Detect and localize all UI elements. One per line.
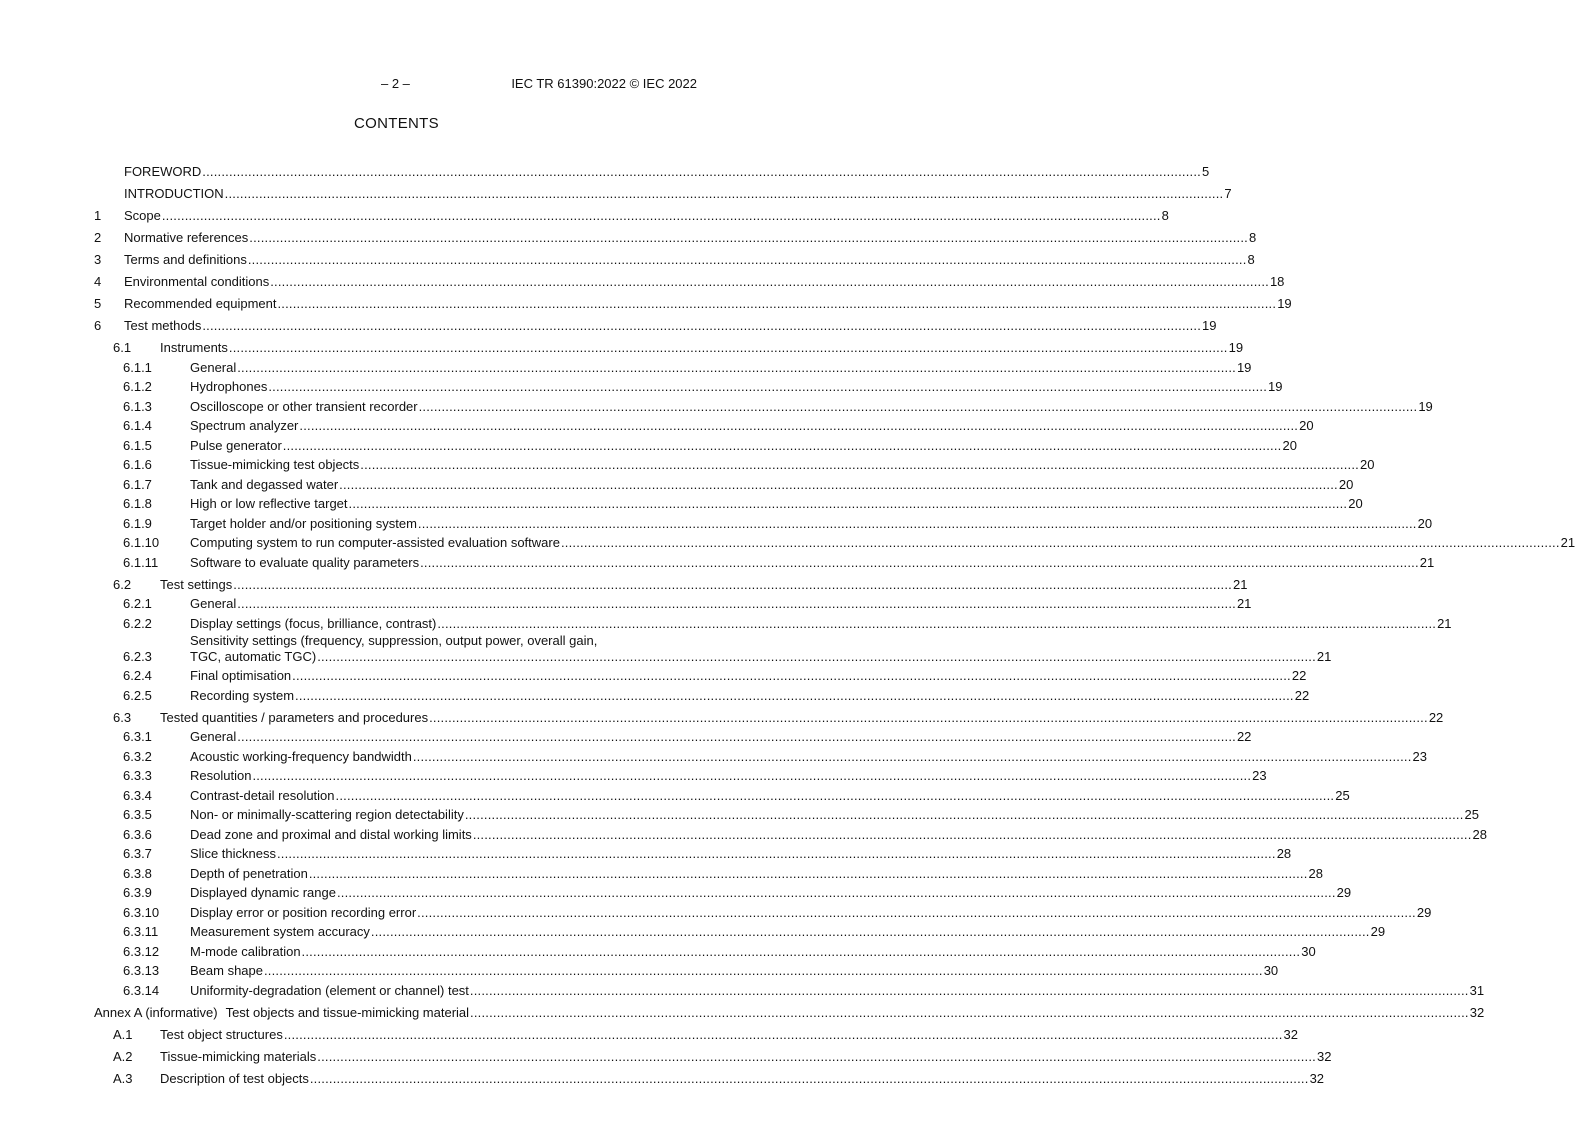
toc-entry[interactable]: [94, 999, 1485, 1021]
toc-entry[interactable]: [94, 823, 1487, 843]
toc-entry-label: Oscilloscope or other transient recorder: [190, 398, 418, 414]
dot-leader: [418, 516, 1417, 532]
dot-leader: [470, 983, 1469, 999]
toc-entry-page: 32: [1283, 1026, 1298, 1042]
toc-entry-number: Annex A (informative): [94, 1004, 218, 1020]
toc-entry-page: 19: [1418, 398, 1433, 414]
toc-entry-page: 8: [1161, 208, 1169, 223]
toc-entry-number: 6.2.4: [123, 668, 152, 683]
dot-leader: [419, 399, 1418, 415]
toc-entry-label: Measurement system accuracy: [190, 924, 370, 939]
dot-leader: [473, 827, 1472, 843]
toc-entry-page: 8: [1247, 252, 1255, 267]
toc-entry-number: 6.3.7: [123, 846, 152, 861]
toc-entry-label: Tissue-mimicking test objects: [190, 457, 360, 472]
toc-entry-label: Recording system: [190, 687, 295, 703]
toc-entry-page: 7: [1224, 186, 1232, 201]
toc-entry-page: 32: [1309, 1070, 1325, 1086]
toc-entry-page: 19: [1236, 359, 1252, 375]
toc-entry-page: 20: [1299, 418, 1314, 433]
toc-entry-number: 6.3.4: [123, 787, 152, 803]
toc-entry-number: 6.3.1: [123, 729, 152, 744]
toc-entry[interactable]: [94, 843, 1292, 863]
toc-entry-page: 22: [1294, 687, 1310, 703]
toc-entry-number: 6.3.6: [123, 826, 152, 842]
dot-leader: [229, 340, 1228, 356]
toc-entry-number: 6.2.5: [123, 687, 152, 703]
toc-entry-page: 25: [1335, 787, 1350, 803]
toc-entry-label: Resolution: [190, 768, 252, 783]
table-of-contents: [94, 158, 1575, 1087]
dot-leader: [162, 208, 1161, 224]
toc-entry-page: 20: [1338, 476, 1354, 492]
dot-leader: [284, 1027, 1283, 1043]
toc-entry-label: High or low reflective target: [190, 496, 348, 511]
dot-leader: [310, 1071, 1309, 1087]
toc-entry-label: General: [190, 729, 237, 744]
toc-entry-number: 6.3.9: [123, 885, 152, 900]
toc-entry-page: 22: [1428, 709, 1444, 725]
toc-entry-page: 19: [1277, 296, 1292, 311]
toc-entry-label: Environmental conditions: [124, 274, 270, 289]
toc-entry-page: 21: [1232, 576, 1248, 592]
toc-entry-page: 18: [1269, 274, 1285, 289]
dot-leader: [349, 496, 1348, 512]
toc-entry[interactable]: [94, 493, 1363, 513]
toc-entry-number: 3: [94, 252, 102, 267]
toc-entry-page: 22: [1236, 729, 1252, 744]
toc-entry-label: M-mode calibration: [190, 943, 301, 959]
toc-entry-page: 8: [1248, 230, 1257, 245]
toc-entry-label: Computing system to run computer-assisted evaluation software: [190, 535, 560, 550]
toc-entry-page: 29: [1416, 904, 1432, 920]
toc-entry[interactable]: [94, 940, 1316, 960]
dot-leader: [465, 807, 1464, 823]
toc-entry-page: 21: [1437, 615, 1452, 631]
toc-entry[interactable]: [94, 512, 1433, 532]
dot-leader: [237, 596, 1236, 612]
toc-entry-label: Test methods: [124, 318, 202, 333]
toc-entry-page: 23: [1412, 748, 1428, 764]
toc-entry-page: 21: [1419, 554, 1435, 570]
toc-entry-label: Terms and definitions: [124, 252, 247, 267]
toc-entry-label-continued: TGC, automatic TGC): [190, 648, 317, 664]
toc-entry-label: Depth of penetration: [190, 865, 308, 881]
toc-entry[interactable]: [94, 765, 1267, 785]
dot-leader: [249, 230, 1248, 246]
toc-entry-label: Beam shape: [190, 963, 263, 978]
toc-entry-number: 5: [94, 296, 102, 311]
toc-entry[interactable]: [94, 1021, 1298, 1043]
dot-leader: [437, 616, 1436, 632]
toc-entry[interactable]: [94, 180, 1232, 202]
toc-entry[interactable]: [94, 1065, 1325, 1087]
toc-entry-number: 6.2.1: [123, 596, 152, 611]
toc-entry-label: Sensitivity settings (frequency, suppression, output power, overall gain,: [190, 632, 598, 648]
toc-entry-number: 6: [94, 318, 102, 333]
toc-entry-label: Pulse generator: [190, 437, 282, 453]
toc-entry-number: A.3: [113, 1070, 133, 1086]
dot-leader: [295, 688, 1294, 704]
toc-entry-number: 6.2.2: [123, 615, 152, 631]
toc-entry-label: Test object structures: [160, 1026, 283, 1042]
toc-entry-label: Description of test objects: [160, 1070, 309, 1086]
toc-entry-page: 29: [1370, 924, 1386, 939]
toc-entry-number: 6.3.2: [123, 748, 152, 764]
toc-entry-number: 1: [94, 208, 102, 223]
toc-entry-number: 6.1.7: [123, 476, 152, 492]
toc-entry[interactable]: [94, 395, 1433, 415]
toc-entry-page: 19: [1228, 340, 1244, 355]
dot-leader: [371, 924, 1370, 940]
toc-entry-number: 6.1.3: [123, 398, 152, 414]
dot-leader: [248, 252, 1247, 268]
toc-entry-page: 31: [1469, 982, 1485, 998]
toc-entry-page: 32: [1469, 1004, 1485, 1020]
toc-entry[interactable]: [94, 632, 1332, 665]
dot-leader: [277, 296, 1276, 312]
toc-entry-number: 6.2: [113, 576, 132, 592]
toc-entry[interactable]: [94, 1043, 1332, 1065]
toc-entry[interactable]: [94, 356, 1252, 376]
toc-entry[interactable]: [94, 882, 1352, 902]
toc-entry-label: FOREWORD: [124, 164, 202, 179]
dot-leader: [299, 418, 1298, 434]
toc-entry-label: Tissue-mimicking materials: [160, 1048, 317, 1064]
dot-leader: [413, 749, 1412, 765]
toc-entry-label: Tested quantities / parameters and procedures: [160, 709, 429, 725]
dot-leader: [202, 318, 1201, 334]
toc-entry-label: Contrast-detail resolution: [190, 787, 335, 803]
dot-leader: [277, 846, 1276, 862]
toc-entry-page: 22: [1291, 668, 1307, 683]
toc-entry-label: Instruments: [160, 340, 228, 355]
toc-entry[interactable]: [94, 921, 1386, 941]
toc-entry[interactable]: [94, 224, 1257, 246]
toc-entry[interactable]: [94, 784, 1350, 804]
dot-leader: [429, 710, 1428, 726]
toc-entry-label: Non- or minimally-scattering region detectability: [190, 807, 464, 822]
toc-entry-label: Acoustic working-frequency bandwidth: [190, 748, 412, 764]
page-number: – 2 –: [381, 76, 410, 91]
toc-entry-page: 23: [1252, 768, 1267, 783]
toc-entry[interactable]: [94, 551, 1435, 571]
toc-entry-number: 6.1.6: [123, 457, 152, 472]
toc-entry-number: 6.3.14: [123, 982, 160, 998]
toc-entry-label: Dead zone and proximal and distal working limits: [190, 826, 472, 842]
toc-entry[interactable]: [94, 532, 1575, 552]
toc-entry-number: 6.3.10: [123, 904, 160, 920]
dot-leader: [336, 788, 1335, 804]
dot-leader: [317, 1049, 1316, 1065]
dot-leader: [337, 885, 1336, 901]
dot-leader: [264, 963, 1263, 979]
toc-entry-number: 6.3.12: [123, 943, 160, 959]
toc-entry-page: 20: [1348, 496, 1363, 511]
toc-entry[interactable]: [94, 901, 1432, 921]
toc-entry[interactable]: [94, 434, 1297, 454]
toc-entry-label: Test objects and tissue-mimicking material: [225, 1004, 470, 1020]
toc-entry[interactable]: [94, 979, 1485, 999]
toc-entry-page: 21: [1236, 596, 1252, 611]
dot-leader: [225, 186, 1224, 202]
toc-entry-page: 19: [1202, 318, 1217, 333]
toc-entry-label: Hydrophones: [190, 379, 268, 394]
dot-leader: [252, 768, 1251, 784]
toc-entry-label: Tank and degassed water: [190, 476, 339, 492]
dot-leader: [237, 729, 1236, 745]
toc-entry-number: 6.1.2: [123, 379, 152, 394]
toc-entry-number: 6.3.5: [123, 807, 152, 822]
toc-entry-number: 6.3.11: [123, 924, 159, 939]
dot-leader: [417, 905, 1416, 921]
toc-entry-page: 20: [1360, 457, 1375, 472]
toc-entry[interactable]: [94, 473, 1354, 493]
dot-leader: [317, 649, 1316, 665]
toc-entry-label: General: [190, 596, 237, 611]
toc-entry-page: 29: [1336, 885, 1352, 900]
toc-entry-number: 6.1.4: [123, 418, 152, 433]
toc-entry-number: 6.1.8: [123, 496, 152, 511]
toc-entry-number: A.2: [113, 1048, 133, 1064]
toc-entry-number: 6.1.5: [123, 437, 152, 453]
dot-leader: [270, 274, 1269, 290]
toc-entry-label: Scope: [124, 208, 161, 223]
dot-leader: [360, 457, 1359, 473]
toc-entry-number: 6.1.11: [123, 554, 159, 570]
toc-entry-page: 30: [1301, 943, 1316, 959]
toc-entry-number: 2: [94, 230, 102, 245]
dot-leader: [268, 379, 1267, 395]
toc-entry-number: A.1: [113, 1026, 133, 1042]
toc-entry-page: 25: [1464, 807, 1480, 822]
toc-entry[interactable]: [94, 862, 1323, 882]
toc-entry-page: 28: [1308, 865, 1323, 881]
toc-entry[interactable]: [94, 960, 1279, 980]
toc-entry[interactable]: [94, 704, 1444, 726]
toc-entry-number: 4: [94, 274, 102, 289]
toc-entry-number: 6.1.1: [123, 359, 152, 375]
dot-leader: [309, 866, 1308, 882]
dot-leader: [233, 577, 1232, 593]
dot-leader: [292, 668, 1291, 684]
dot-leader: [339, 477, 1338, 493]
toc-entry-number: 6.3.3: [123, 768, 152, 783]
page-title: CONTENTS: [354, 115, 439, 132]
toc-entry-label: Spectrum analyzer: [190, 418, 299, 433]
dot-leader: [237, 360, 1236, 376]
toc-entry[interactable]: [94, 804, 1480, 824]
toc-entry-label: Uniformity-degradation (element or channel) test: [190, 982, 469, 998]
dot-leader: [302, 944, 1301, 960]
toc-entry-number: 6.1.10: [123, 535, 160, 550]
toc-entry-page: 32: [1316, 1048, 1332, 1064]
toc-entry[interactable]: [94, 202, 1169, 224]
toc-entry[interactable]: [94, 593, 1252, 613]
toc-entry[interactable]: [94, 376, 1283, 396]
toc-entry[interactable]: [94, 571, 1248, 593]
page-header: [0, 76, 793, 92]
toc-entry-label: INTRODUCTION: [124, 186, 224, 201]
toc-entry[interactable]: [94, 415, 1314, 435]
toc-entry[interactable]: [94, 665, 1307, 685]
toc-entry-label: Display error or position recording error: [190, 904, 417, 920]
toc-entry-number: 6.2.3: [123, 648, 152, 664]
toc-entry[interactable]: [94, 312, 1217, 334]
toc-entry-number: 6.3.8: [123, 865, 152, 881]
toc-entry-label: Software to evaluate quality parameters: [190, 554, 420, 570]
toc-entry[interactable]: [94, 246, 1255, 268]
toc-entry-label: General: [190, 359, 237, 375]
toc-entry-page: 5: [1201, 164, 1210, 179]
toc-entry-page: 30: [1263, 963, 1279, 978]
toc-entry-page: 19: [1268, 379, 1283, 394]
toc-entry-number: 6.1: [113, 340, 132, 355]
toc-entry[interactable]: [94, 454, 1375, 474]
toc-entry-number: 6.3: [113, 709, 132, 725]
toc-entry[interactable]: [94, 290, 1292, 312]
toc-entry-label: Recommended equipment: [124, 296, 277, 311]
toc-entry-page: 20: [1282, 437, 1297, 453]
toc-entry-label: Final optimisation: [190, 668, 292, 683]
toc-entry-label: Test settings: [160, 576, 233, 592]
toc-entry-page: 28: [1472, 826, 1487, 842]
toc-entry[interactable]: [94, 334, 1244, 356]
toc-entry[interactable]: [94, 268, 1285, 290]
toc-entry-page: 20: [1417, 515, 1433, 531]
toc-entry-label: Displayed dynamic range: [190, 885, 336, 900]
toc-entry-label: Slice thickness: [190, 846, 276, 861]
toc-entry[interactable]: [94, 158, 1210, 180]
toc-entry-page: 28: [1276, 846, 1292, 861]
toc-entry[interactable]: [94, 745, 1428, 765]
dot-leader: [420, 555, 1419, 571]
toc-entry[interactable]: [94, 684, 1310, 704]
toc-entry-label: Normative references: [124, 230, 249, 245]
dot-leader: [470, 1005, 1469, 1021]
dot-leader: [561, 535, 1560, 551]
dot-leader: [202, 164, 1201, 180]
document-id: IEC TR 61390:2022 © IEC 2022: [511, 76, 697, 91]
toc-entry-number: 6.1.9: [123, 515, 152, 531]
toc-entry-page: 21: [1560, 535, 1575, 550]
toc-entry[interactable]: [94, 726, 1252, 746]
toc-entry-number: 6.3.13: [123, 963, 160, 978]
toc-entry-label: Display settings (focus, brilliance, contrast): [190, 615, 437, 631]
dot-leader: [283, 438, 1282, 454]
toc-entry-label: Target holder and/or positioning system: [190, 515, 417, 531]
toc-entry[interactable]: [94, 612, 1452, 632]
toc-entry-page: 21: [1316, 648, 1332, 664]
